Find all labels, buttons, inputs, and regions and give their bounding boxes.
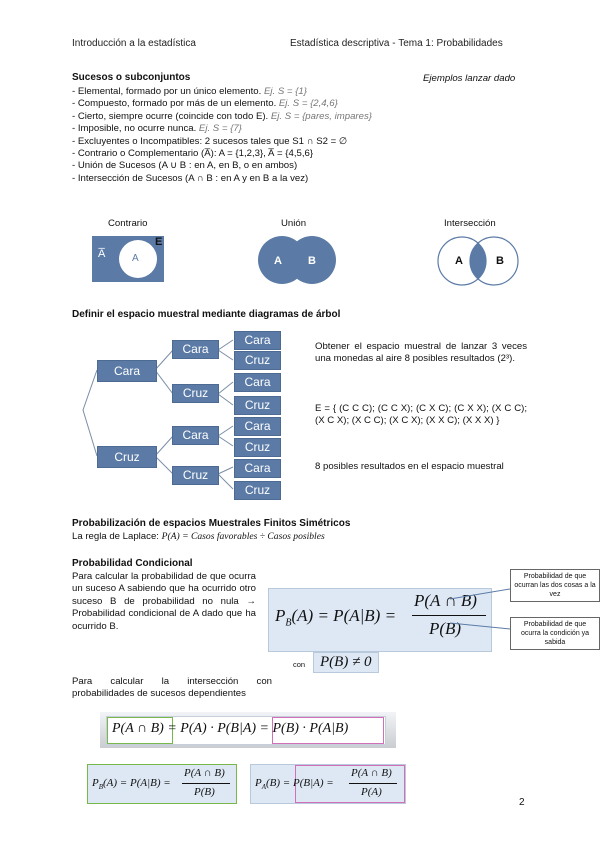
- intersect-a-label: A: [455, 255, 463, 267]
- list-item: - Elemental, formado por un único elemento. Ej. S = {1}: [72, 86, 307, 97]
- venn-interseccion-label: Intersección: [444, 218, 496, 229]
- con-label: con: [293, 660, 306, 669]
- set-a-label: A: [132, 253, 139, 264]
- tree-l3-node: Cruz: [234, 351, 281, 370]
- formula-chain: P(A ∩ B) = P(A) · P(B|A) = P(B) · P(A|B): [112, 721, 349, 736]
- tree-l3-node: Cara: [234, 459, 281, 478]
- tree-l2-node: Cruz: [172, 384, 219, 403]
- section-title-condicional: Probabilidad Condicional: [72, 558, 193, 569]
- venn-contrario-diagram: [92, 236, 164, 282]
- tree-l3-node: Cara: [234, 417, 281, 436]
- tree-l2-node: Cruz: [172, 466, 219, 485]
- complement-label: A̅: [98, 248, 106, 260]
- list-item: - Cierto, siempre ocurre (coincide con todo E). Ej. S = {pares, impares}: [72, 110, 372, 122]
- venn-union-diagram: [255, 233, 341, 287]
- formula-numerator: P(A ∩ B): [414, 591, 477, 610]
- examples-note: Ejemplos lanzar dado: [423, 73, 516, 84]
- espacio-muestral-text: Obtener el espacio muestral de lanzar 3 veces una monedas al aire 8 posibles resultados (2³).: [315, 341, 527, 365]
- venn-interseccion-diagram: [436, 233, 526, 289]
- sucesos-list: [72, 86, 372, 185]
- formula-f2: $P_A(B) = P(B|A)$ = P(A ∩ B) P(A): [250, 764, 406, 804]
- section-title-laplace: Probabilización de espacios Muestrales Finitos Simétricos: [72, 518, 351, 529]
- formula-nonzero: P(B) ≠ 0: [313, 652, 379, 673]
- section-title-arbol: Definir el espacio muestral mediante diagramas de árbol: [72, 309, 341, 320]
- condicional-text: Para calcular la probabilidad de que ocurra un suceso A sabiendo que ha ocurrido otro suceso B de probabilidad no nula → Probabilidad condicional de A dado que ha ocurrido B.: [72, 571, 256, 632]
- list-item: - Excluyentes o Incompatibles: 2 sucesos tales que S1 ∩ S2 = ∅: [72, 135, 348, 147]
- callout-interseccion: Probabilidad de que ocurran las dos cosas a la vez: [510, 569, 600, 602]
- tree-l2-node: Cara: [172, 426, 219, 445]
- tree-l3-node: Cara: [234, 331, 281, 350]
- venn-union-label: Unión: [281, 218, 307, 229]
- tree-l1-node: Cara: [97, 360, 157, 382]
- list-item: - Compuesto, formado por más de un elemento. Ej. S = {2,4,6}: [72, 98, 338, 110]
- interseccion-text: Para calcular la intersección con probabilidades de sucesos dependientes: [72, 676, 272, 700]
- tree-l3-node: Cara: [234, 373, 281, 392]
- tree-l3-node: Cruz: [234, 396, 281, 415]
- tree-l2-node: Cara: [172, 340, 219, 359]
- universe-label: E: [155, 236, 163, 248]
- formula-chain-panel: [100, 712, 396, 748]
- list-item: - Imposible, no ocurre nunca. Ej. S = {7}: [72, 123, 242, 135]
- formula-denominator: P(B): [429, 619, 462, 638]
- list-item: - Contrario o Complementario (A̅): A = {1,2,3}, A̅ = {4,5,6}: [72, 148, 314, 160]
- header-left: Introducción a la estadística: [72, 38, 196, 49]
- header-right: Estadística descriptiva - Tema 1: Probabilidades: [290, 38, 503, 49]
- tree-l1-node: Cruz: [97, 446, 157, 468]
- formula-f1: $P_B(A) = P(A|B)$ = P(A ∩ B) P(B): [87, 764, 237, 804]
- tree-l3-node: Cruz: [234, 481, 281, 500]
- union-b-label: B: [308, 255, 316, 267]
- espacio-muestral-set: E = { (C C C); (C C X); (C X C); (C X X); (X C C); (X C X); (X C C); (X C X); (X X C); (X X X) }: [315, 403, 527, 427]
- venn-contrario-label: Contrario: [108, 218, 148, 229]
- union-a-label: A: [274, 255, 282, 267]
- section-title-sucesos: Sucesos o subconjuntos: [72, 72, 191, 83]
- formula-conditional: $P_B(A) = P(A|B)$ = P(A ∩ B) P(B): [268, 588, 492, 652]
- callout-condicion: Probabilidad de que ocurra la condición ya sabida: [510, 617, 600, 650]
- list-item: - Unión de Sucesos (A ∪ B : en A, en B, o en ambos): [72, 160, 298, 172]
- laplace-rule: La regla de Laplace: P(A) = Casos favorables ÷ Casos posibles: [72, 531, 325, 542]
- resultados-text: 8 posibles resultados en el espacio muestral: [315, 461, 504, 472]
- tree-l3-node: Cruz: [234, 438, 281, 457]
- intersect-b-label: B: [496, 255, 504, 267]
- callout-arrows: [440, 585, 520, 635]
- list-item: - Intersección de Sucesos (A ∩ B : en A y en B a la vez): [72, 172, 309, 184]
- page-number: 2: [519, 797, 525, 808]
